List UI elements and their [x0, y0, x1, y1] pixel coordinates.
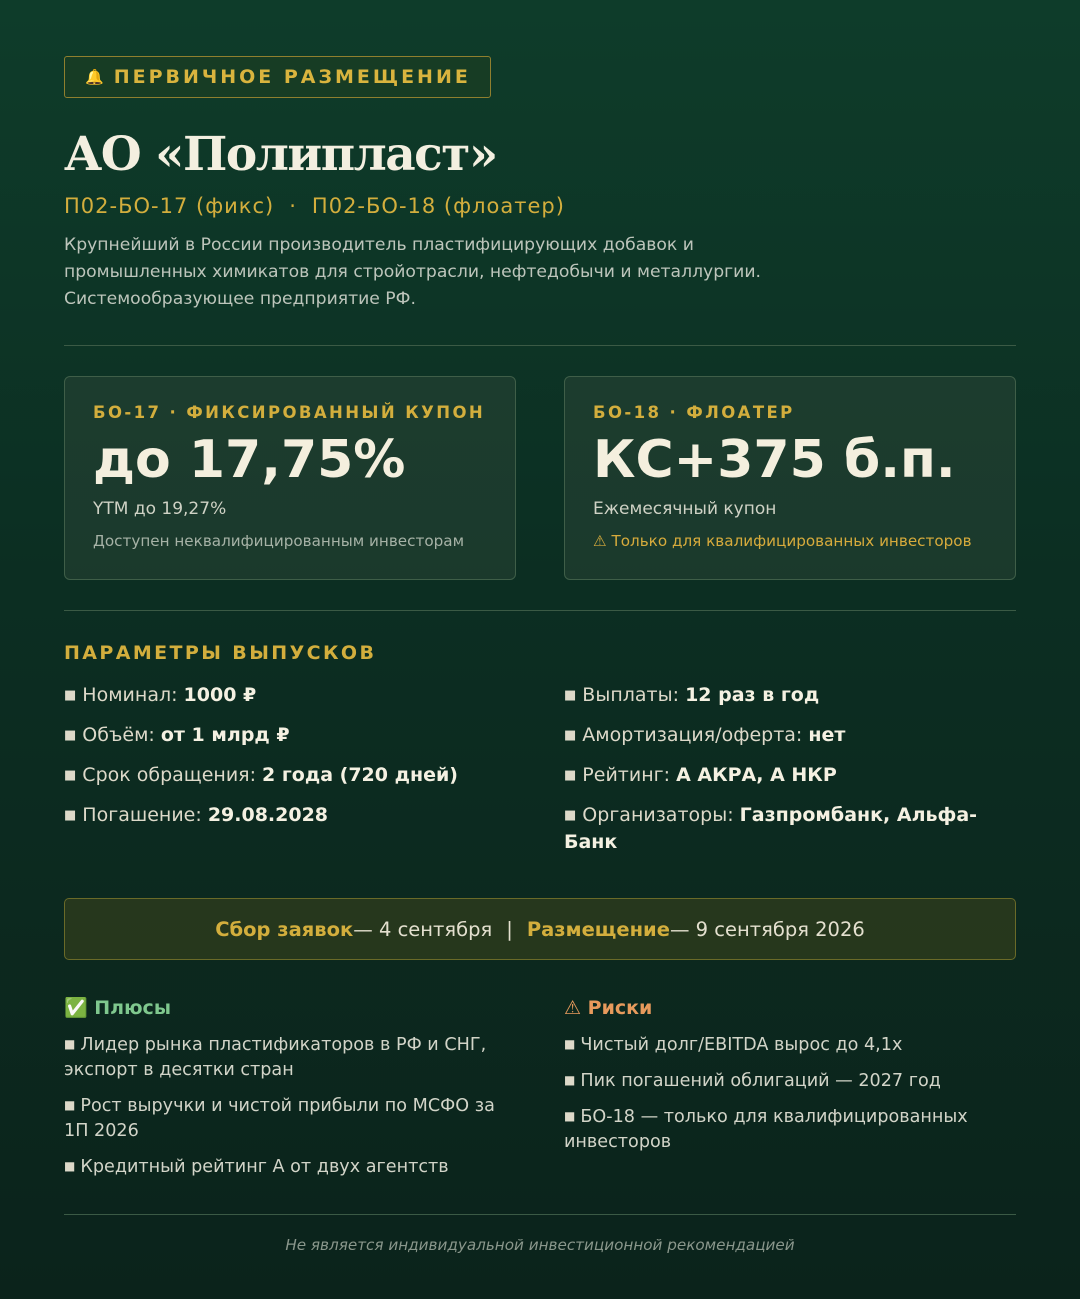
- card-coupon-value: КС+375 б.п.: [593, 430, 956, 490]
- pro-text: Рост выручки и чистой прибыли по МСФО за 1П 2026: [64, 1096, 495, 1141]
- param-maturity: [64, 802, 516, 829]
- primary-offering-badge: [64, 56, 491, 98]
- pros-and-risks: [64, 995, 1016, 1190]
- issues-subtitle: [64, 191, 1016, 221]
- param-value: 12 раз в год: [685, 684, 820, 706]
- placement-timeline: [64, 898, 1016, 960]
- pro-text: Кредитный рейтинг A от двух агентств: [80, 1157, 449, 1177]
- param-amortization: [564, 722, 1016, 749]
- card-coupon-value: до 17,75%: [93, 430, 406, 490]
- book-building-date: — 4 сентября: [353, 917, 493, 941]
- risk-text: Чистый долг/EBITDA вырос до 4,1х: [580, 1035, 903, 1055]
- param-value: 2 года (720 дней): [262, 764, 458, 786]
- pros-column: [64, 995, 516, 1190]
- bullet-icon: ■: [564, 1073, 576, 1087]
- placement-date: — 9 сентября 2026: [669, 917, 865, 941]
- param-value: 29.08.2028: [207, 804, 329, 826]
- param-value: от 1 млрд ₽: [160, 724, 290, 746]
- bullet-icon: ■: [564, 728, 577, 743]
- divider: [64, 1214, 1016, 1215]
- param-value: Газпромбанк, Альфа-Банк: [564, 804, 978, 853]
- param-label: Рейтинг:: [582, 764, 677, 786]
- params-left-column: [64, 682, 516, 868]
- bullet-icon: ■: [564, 808, 577, 823]
- risks-column: [564, 995, 1016, 1190]
- list-item: [564, 1104, 1016, 1155]
- card-investor-warning: ⚠ Только для квалифицированных инвесторов: [593, 532, 972, 550]
- param-label: Погашение:: [82, 804, 208, 826]
- bullet-icon: ■: [64, 1037, 76, 1051]
- timeline-separator: |: [506, 917, 513, 941]
- param-term: [64, 762, 516, 789]
- pros-title: ✅ Плюсы: [64, 997, 172, 1019]
- param-volume: [64, 722, 516, 749]
- param-value: A АКРА, A НКР: [676, 764, 837, 786]
- list-item: [64, 1093, 516, 1144]
- card-bo17: [64, 376, 516, 580]
- bullet-icon: ■: [64, 808, 77, 823]
- bullet-icon: ■: [64, 1098, 76, 1112]
- params-right-column: [564, 682, 1016, 868]
- param-rating: [564, 762, 1016, 789]
- bullet-icon: ■: [64, 728, 77, 743]
- param-label: Организаторы:: [582, 804, 740, 826]
- badge-label: ПЕРВИЧНОЕ РАЗМЕЩЕНИЕ: [113, 66, 471, 88]
- params-title: ПАРАМЕТРЫ ВЫПУСКОВ: [64, 642, 377, 664]
- param-label: Амортизация/оферта:: [582, 724, 809, 746]
- issue-fixed: П02-БО-17 (фикс): [64, 194, 275, 218]
- placement-label: Размещение: [526, 917, 670, 941]
- subtitle-separator: ·: [289, 194, 297, 218]
- bullet-icon: ■: [64, 688, 77, 703]
- card-label: БО-17 · ФИКСИРОВАННЫЙ КУПОН: [93, 403, 486, 422]
- risks-title: ⚠ Риски: [564, 997, 653, 1019]
- card-investor-note: Доступен неквалифицированным инвесторам: [93, 532, 465, 550]
- card-bo18: [564, 376, 1016, 580]
- content: [64, 56, 1016, 1190]
- list-item: [564, 1068, 1016, 1094]
- divider: [64, 345, 1016, 346]
- list-item: [564, 1032, 1016, 1058]
- risk-text: Пик погашений облигаций — 2027 год: [580, 1071, 941, 1091]
- param-label: Объём:: [82, 724, 161, 746]
- params-grid: [64, 682, 1016, 868]
- list-item: [64, 1032, 516, 1083]
- bullet-icon: ■: [564, 1037, 576, 1051]
- param-label: Срок обращения:: [82, 764, 263, 786]
- param-label: Выплаты:: [582, 684, 686, 706]
- param-payments: [564, 682, 1016, 709]
- divider: [64, 610, 1016, 611]
- param-value: нет: [808, 724, 846, 746]
- company-description: Крупнейший в России производитель пластифицирующих добавок и промышленных химикатов для стройотрасли, нефтедобычи и металлургии. Системообразующее предприятие РФ.: [64, 235, 761, 309]
- list-item: [64, 1154, 516, 1180]
- bullet-icon: ■: [564, 1109, 576, 1123]
- coupon-cards: [64, 376, 1016, 580]
- bullet-icon: ■: [564, 768, 577, 783]
- param-nominal: [64, 682, 516, 709]
- card-label: БО-18 · ФЛОАТЕР: [593, 403, 795, 422]
- card-coupon-frequency: Ежемесячный купон: [593, 499, 777, 519]
- bullet-icon: ■: [64, 768, 77, 783]
- book-building-label: Сбор заявок: [215, 917, 354, 941]
- param-label: Номинал:: [82, 684, 184, 706]
- bullet-icon: ■: [564, 688, 577, 703]
- bell-icon: 🔔: [85, 68, 104, 86]
- card-yield: YTM до 19,27%: [93, 499, 227, 519]
- pro-text: Лидер рынка пластификаторов в РФ и СНГ, экспорт в десятки стран: [64, 1035, 487, 1080]
- risk-text: БО-18 — только для квалифицированных инвесторов: [564, 1107, 968, 1152]
- company-title: АО «Полипласт»: [64, 127, 497, 182]
- issue-floater: П02-БО-18 (флоатер): [311, 194, 565, 218]
- param-value: 1000 ₽: [183, 684, 257, 706]
- bullet-icon: ■: [64, 1159, 76, 1173]
- param-organizers: [564, 802, 1016, 855]
- disclaimer: Не является индивидуальной инвестиционной рекомендацией: [285, 1236, 795, 1254]
